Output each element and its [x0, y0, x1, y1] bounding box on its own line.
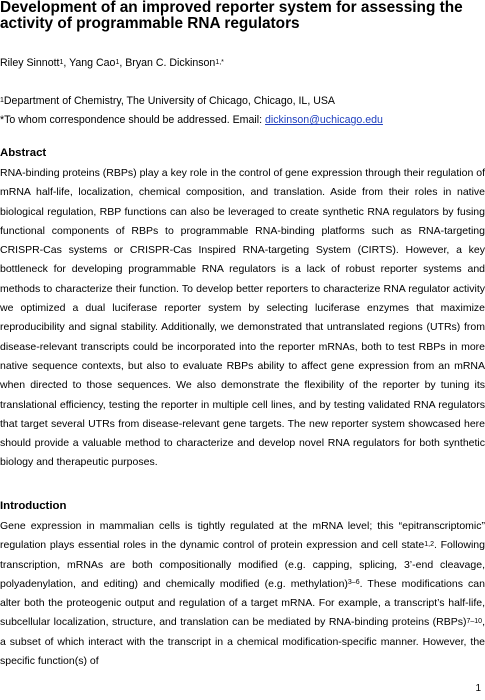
intro-text-segment: , a subset of which interact with the transcript in a chemical modification-specific manner. However, the specific function(s) of [0, 616, 485, 668]
author-affiliation-mark: 1 [115, 58, 120, 66]
intro-text-segment: . Following transcription, mRNAs are both compositionally modified (e.g. capping, splicing, 3’-end cleavage, polyadenylation, and editing) and chemically modified (e.g. methylation) [0, 539, 485, 590]
author-separator: , [119, 57, 126, 69]
abstract-text: RNA-binding proteins (RBPs) play a key role in the control of gene expression through their regulation of mRNA half-life, localization, chemical composition, and translation. Aside from their roles in native biological regulation, RBP functions can also be leveraged to create synthetic RNA regulators by fusing functional components of RBPs to programmable RNA-binding platforms such as RNA-targeting CRISPR-Cas systems or CRISPR-Cas Inspired RNA-targeting System (CIRTS). However, a key bottleneck for developing programmable RNA regulators is a lack of robust reporter systems and methods to characterize their function. To develop better reporters to characterize RNA regulator activity we optimized a dual luciferase reporter system by selecting luciferase enzymes that maximize reproducibility and signal stability. Additionally, we demonstrated that untranslated regions (UTRs) from disease-relevant transcripts could be incorporated into the reporter mRNAs, both to test RBPs in more native sequence contexts, but also to evaluate RBPs ability to affect gene expression from an mRNA when directed to those sequences. We also demonstrate the flexibility of the reporter by tuning its translational efficiency, testing the reporter in multiple cell lines, and by testing validated RNA regulators that target several UTRs from disease-relevant gene targets. The new reporter system showcased here should provide a valuable method to characterize and develop novel RNA regulators for both synthetic biology and therapeutic purposes. [0, 167, 485, 469]
affiliation-mark: 1 [0, 96, 4, 104]
intro-text-segment: . These modifications can alter both the proteogenic output and regulation of a target mRNA. For example, a transcript’s half-life, subcellular localization, structure, and translation can be mediated by RNA-binding proteins (RBPs) [0, 577, 485, 629]
citation-mark: 3–6 [347, 579, 360, 587]
citation-mark: 1,2 [424, 540, 434, 548]
author-name: Bryan C. Dickinson [125, 57, 216, 69]
paper-title: Development of an improved reporter system for assessing the activity of programmable RNA regulators [0, 0, 463, 32]
author-separator: , [63, 57, 70, 69]
abstract-heading: Abstract [0, 147, 47, 159]
affiliation-text: Department of Chemistry, The University of Chicago, Chicago, IL, USA [3, 95, 335, 107]
author-list [0, 56, 224, 70]
affiliation [0, 94, 335, 108]
author-name: Yang Cao [69, 57, 116, 69]
correspondence-note [0, 113, 383, 127]
citation-mark: 7–10 [466, 618, 483, 626]
author-affiliation-mark: 1 [59, 58, 64, 66]
page-number: 1 [475, 683, 481, 694]
author-affiliation-mark: 1,* [215, 58, 224, 66]
email-link[interactable]: dickinson@uchicago.edu [265, 114, 383, 126]
introduction-text [0, 517, 485, 671]
intro-text-segment: Gene expression in mammalian cells is tightly regulated at the mRNA level; this “epitranscriptomic” regulation plays essential roles in the dynamic control of protein expression and cell state [0, 520, 485, 552]
author-name: Riley Sinnott [0, 57, 60, 69]
introduction-heading: Introduction [0, 500, 67, 512]
correspondence-text: *To whom correspondence should be addressed. Email: [0, 114, 265, 126]
